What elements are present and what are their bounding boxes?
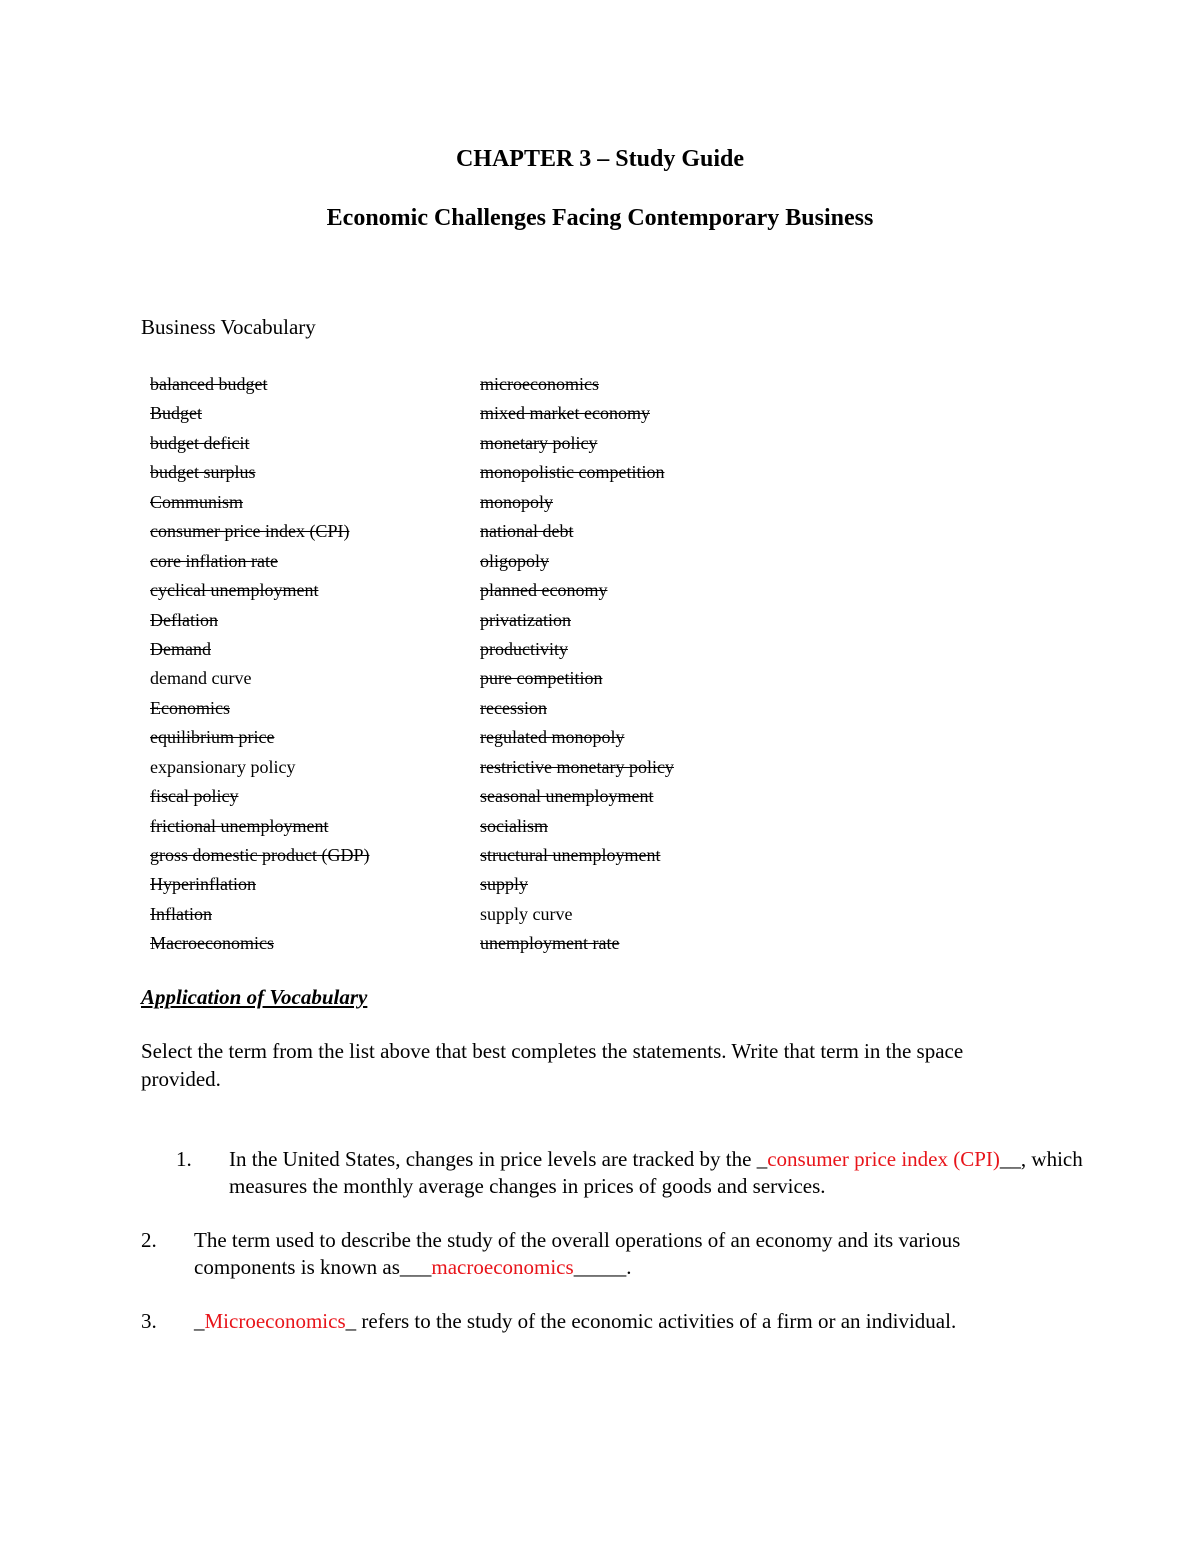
vocabulary-term: monetary policy <box>480 432 598 453</box>
answer-text: macroeconomics <box>431 1255 574 1279</box>
vocabulary-term: structural unemployment <box>480 845 661 865</box>
vocabulary-term: Macroeconomics <box>150 933 274 954</box>
vocabulary-term: mixed market economy <box>480 403 650 424</box>
question-1 <box>0 1146 1200 1206</box>
vocabulary-term: cyclical unemployment <box>150 580 319 601</box>
vocabulary-list-left <box>150 370 369 959</box>
vocabulary-term: planned economy <box>480 580 608 601</box>
page-subtitle: Economic Challenges Facing Contemporary Business <box>326 205 874 231</box>
instructions-text: Select the term from the list above that best completes the statements. Write that term in the space provided. <box>141 1039 964 1091</box>
vocabulary-term: budget deficit <box>150 432 250 453</box>
question-text-after: _____. <box>573 1255 632 1279</box>
vocabulary-term: monopolistic competition <box>480 462 665 483</box>
vocabulary-term: Budget <box>150 403 202 424</box>
vocabulary-term: socialism <box>480 815 548 836</box>
vocabulary-term: productivity <box>480 638 568 659</box>
vocabulary-term: privatization <box>480 609 571 630</box>
vocabulary-term: consumer price index (CPI) <box>150 521 350 542</box>
question-number: 3. <box>141 1309 157 1333</box>
question-2 <box>0 1227 1200 1287</box>
vocabulary-term: Hyperinflation <box>150 874 256 895</box>
vocabulary-term: oligopoly <box>480 550 550 571</box>
vocabulary-term: core inflation rate <box>150 550 278 571</box>
answer-text: consumer price index (CPI) <box>767 1147 1000 1171</box>
vocabulary-term: budget surplus <box>150 462 256 483</box>
vocabulary-term: equilibrium price <box>150 727 275 748</box>
vocabulary-term: monopoly <box>480 491 554 512</box>
page-title: CHAPTER 3 – Study Guide <box>455 146 745 172</box>
question-text-after: _ refers to the study of the economic activities of a firm or an individual. <box>345 1309 957 1333</box>
vocabulary-term: pure competition <box>480 668 603 689</box>
question-number: 1. <box>176 1147 192 1171</box>
question-3 <box>0 1308 1200 1368</box>
vocabulary-term: supply curve <box>480 903 573 924</box>
vocabulary-term: Communism <box>150 491 244 512</box>
vocabulary-term: national debt <box>480 521 574 542</box>
question-text <box>194 1227 1054 1281</box>
question-text-before: _ <box>194 1309 205 1333</box>
question-number: 2. <box>141 1228 157 1252</box>
vocabulary-heading: Business Vocabulary <box>141 315 316 339</box>
question-text-before: The term used to describe the study of the overall operations of an economy and its various components is known as___ <box>194 1228 961 1279</box>
vocabulary-term: demand curve <box>150 668 252 689</box>
vocabulary-term: unemployment rate <box>480 933 620 954</box>
vocabulary-term: balanced budget <box>150 374 268 394</box>
question-text-after: __, which measures the monthly average changes in prices of goods and services. <box>229 1147 1083 1198</box>
vocabulary-term: regulated monopoly <box>480 727 625 748</box>
vocabulary-term: microeconomics <box>480 374 599 394</box>
answer-text: Microeconomics <box>204 1309 346 1333</box>
vocabulary-term: fiscal policy <box>150 786 239 807</box>
question-text-before: In the United States, changes in price levels are tracked by the _ <box>229 1147 768 1171</box>
application-heading: Application of Vocabulary <box>141 985 368 1009</box>
vocabulary-term: supply <box>480 874 529 895</box>
vocabulary-term: recession <box>480 697 547 718</box>
vocabulary-term: Economics <box>150 697 230 718</box>
vocabulary-list-right <box>480 370 674 959</box>
vocabulary-term: gross domestic product (GDP) <box>150 845 370 865</box>
vocabulary-term: Inflation <box>150 903 212 924</box>
vocabulary-term: restrictive monetary policy <box>480 756 674 777</box>
vocabulary-term: Demand <box>150 638 211 659</box>
vocabulary-term: Deflation <box>150 609 218 630</box>
question-text <box>229 1146 1089 1200</box>
question-text <box>194 1308 1054 1335</box>
vocabulary-term: expansionary policy <box>150 756 296 777</box>
vocabulary-term: seasonal unemployment <box>480 786 654 807</box>
vocabulary-term: frictional unemployment <box>150 815 329 836</box>
